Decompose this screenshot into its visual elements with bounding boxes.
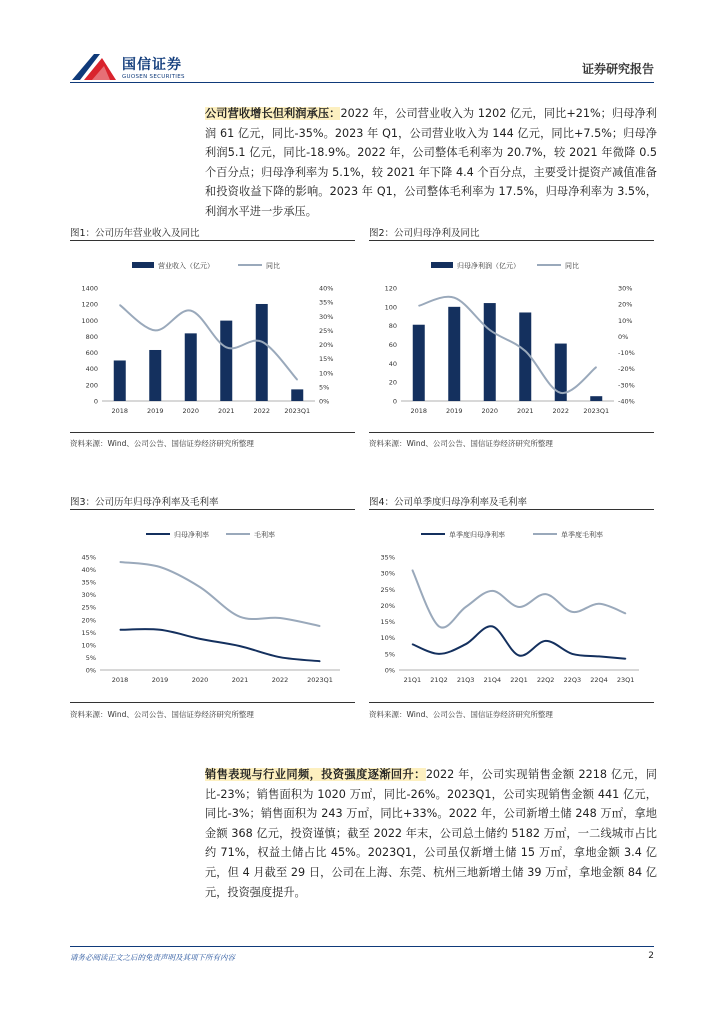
y-axis-tick-label: 40%	[81, 566, 96, 575]
x-axis-tick-label: 2020	[191, 676, 209, 684]
line-point	[625, 613, 626, 614]
left-axis-tick-label: 120	[384, 284, 397, 293]
y-axis-tick-label: 0%	[85, 666, 96, 675]
right-axis-tick-label: 10%	[618, 316, 633, 325]
series-line	[412, 626, 625, 658]
line-point	[572, 653, 573, 654]
line-point	[492, 590, 493, 591]
y-axis-tick-label: 30%	[81, 591, 96, 600]
legend-bar-label: 归母净利润（亿元）	[457, 262, 520, 270]
line-point	[518, 655, 519, 656]
header-rule	[70, 82, 654, 83]
line-point	[155, 330, 156, 331]
y-axis-tick-label: 5%	[85, 653, 96, 662]
left-axis-tick-label: 600	[85, 349, 98, 358]
line-point	[598, 603, 599, 604]
figure-4-bottom-rule	[369, 702, 654, 703]
left-axis-tick-label: 80	[388, 322, 397, 331]
x-axis-tick-label: 21Q4	[483, 676, 502, 684]
figure-1-bottom-rule	[70, 432, 355, 433]
x-axis-tick-label: 22Q2	[536, 676, 555, 684]
legend-label: 单季度归母净利率	[449, 531, 505, 539]
x-axis-tick-label: 2019	[445, 407, 463, 415]
paragraph-body: 2022 年，公司营业收入为 1202 亿元，同比+21%；归母净利润 61 亿元，同比-35%。2023 年 Q1，公司营业收入为 144 亿元，同比+7.5%；归母净利润5.1 亿元，同比-18.9%。2022 年，公司整体毛利率为 20.7%，较 2021 年微降 0.5 个百分点；归母净利率为 5.1%，较 2021 年下降 4.4 个百分点，主要受计提资产减值准备和投资收益下降的影响。2023 年 Q1，公司整体毛利率为 17.5%，归母净利率为 3.5%，利润水平进一步承压。	[205, 107, 657, 218]
legend-bar-label: 营业收入（亿元）	[158, 262, 214, 270]
y-axis-tick-label: 10%	[380, 634, 395, 643]
y-axis-tick-label: 10%	[81, 641, 96, 650]
right-axis-tick-label: 0%	[618, 332, 629, 341]
series-line	[120, 562, 320, 626]
bar	[149, 350, 161, 401]
figure-2-title: 图2：公司归母净利及同比	[369, 228, 480, 239]
line-point	[438, 653, 439, 654]
legend-label: 毛利率	[254, 531, 275, 539]
x-axis-tick-label: 2021	[217, 407, 235, 415]
x-axis-tick-label: 2020	[481, 407, 499, 415]
line-point	[226, 347, 227, 348]
right-axis-tick-label: -20%	[618, 365, 635, 374]
y-axis-tick-label: 35%	[81, 578, 96, 587]
x-axis-tick-label: 21Q2	[430, 676, 448, 684]
right-axis-tick-label: -10%	[618, 349, 635, 358]
bar	[114, 360, 126, 401]
guosen-logo	[70, 50, 230, 86]
series-line	[419, 297, 597, 393]
series-line	[120, 629, 320, 661]
line-point	[279, 617, 280, 618]
x-axis-tick-label: 2018	[410, 407, 428, 415]
legend-line-label: 同比	[266, 262, 280, 270]
line-point	[279, 657, 280, 658]
right-axis-tick-label: 25%	[319, 326, 334, 335]
line-point	[319, 625, 320, 626]
figure-3-bottom-rule	[70, 702, 355, 703]
guosen-logo-icon	[70, 50, 118, 84]
x-axis-tick-label: 2022	[253, 407, 271, 415]
figure-4-title: 图4：公司单季度归母净利率及毛利率	[369, 497, 528, 508]
left-axis-tick-label: 0	[392, 397, 397, 406]
line-point	[545, 594, 546, 595]
line-point	[572, 611, 573, 612]
bar	[484, 303, 496, 401]
bar	[256, 304, 268, 401]
x-axis-tick-label: 22Q1	[510, 676, 528, 684]
line-point	[545, 640, 546, 641]
footer-rule	[70, 946, 654, 947]
line-point	[159, 629, 160, 630]
paragraph-sales	[205, 765, 657, 902]
right-axis-tick-label: -30%	[618, 381, 635, 390]
right-axis-tick-label: 35%	[319, 298, 334, 307]
line-point	[465, 606, 466, 607]
right-axis-tick-label: 20%	[618, 300, 633, 309]
chart-revenue	[70, 244, 355, 424]
right-axis-tick-label: 30%	[618, 284, 633, 293]
x-axis-tick-label: 2021	[231, 676, 249, 684]
line-point	[525, 350, 526, 351]
paragraph-revenue	[205, 104, 657, 222]
left-axis-tick-label: 200	[85, 381, 98, 390]
right-axis-tick-label: 10%	[319, 369, 334, 378]
left-axis-tick-label: 0	[93, 397, 98, 406]
right-axis-tick-label: -40%	[618, 397, 635, 406]
brand-name-en: GUOSEN SECURITIES	[122, 74, 185, 80]
line-point	[596, 367, 597, 368]
right-axis-tick-label: 0%	[319, 397, 330, 406]
chart-annual-margins	[70, 513, 355, 693]
y-axis-tick-label: 5%	[384, 650, 395, 659]
x-axis-tick-label: 2018	[111, 407, 129, 415]
left-axis-tick-label: 60	[388, 341, 397, 349]
figure-3-top-rule	[70, 509, 355, 510]
y-axis-tick-label: 20%	[81, 616, 96, 625]
line-point	[412, 644, 413, 645]
x-axis-tick-label: 22Q3	[563, 676, 582, 684]
paragraph-lead: 公司营收增长但利润承压：	[205, 107, 341, 120]
x-axis-tick-label: 2023Q1	[284, 407, 311, 415]
legend-line-label: 同比	[565, 262, 579, 270]
left-axis-tick-label: 1000	[81, 316, 98, 325]
bar	[448, 307, 460, 401]
footer-disclaimer: 请务必阅读正文之后的免责声明及其项下所有内容	[70, 953, 235, 962]
figure-4-top-rule	[369, 509, 654, 510]
legend-label: 归母净利率	[174, 531, 209, 539]
left-axis-tick-label: 1400	[81, 284, 98, 293]
line-point	[518, 606, 519, 607]
left-axis-tick-label: 20	[388, 378, 397, 387]
series-line	[120, 305, 297, 380]
y-axis-tick-label: 20%	[380, 601, 395, 610]
bar	[220, 321, 232, 401]
line-point	[297, 379, 298, 380]
figure-2-bottom-rule	[369, 432, 654, 433]
chart-net-profit	[369, 244, 654, 424]
x-axis-tick-label: 2023Q1	[583, 407, 610, 415]
line-point	[412, 569, 413, 570]
figure-4-source: 资料来源：Wind、公司公告、国信证券经济研究所整理	[369, 710, 553, 719]
figure-3-source: 资料来源：Wind、公司公告、国信证券经济研究所整理	[70, 710, 254, 719]
line-point	[418, 305, 419, 306]
legend-label: 单季度毛利率	[561, 531, 603, 539]
left-axis-tick-label: 1200	[81, 300, 98, 309]
y-axis-tick-label: 15%	[380, 618, 395, 627]
line-point	[438, 626, 439, 627]
x-axis-tick-label: 2018	[111, 676, 129, 684]
line-point	[465, 644, 466, 645]
figure-2-source: 资料来源：Wind、公司公告、国信证券经济研究所整理	[369, 439, 553, 448]
x-axis-tick-label: 2020	[182, 407, 200, 415]
x-axis-tick-label: 21Q3	[456, 676, 475, 684]
line-point	[261, 341, 262, 342]
bar	[590, 396, 602, 401]
line-point	[159, 566, 160, 567]
left-axis-tick-label: 400	[85, 365, 98, 374]
figure-2-top-rule	[369, 240, 654, 241]
line-point	[119, 304, 120, 305]
figure-1-title: 图1：公司历年营业收入及同比	[70, 228, 200, 239]
x-axis-tick-label: 22Q4	[590, 676, 608, 684]
line-point	[492, 626, 493, 627]
figure-1-source: 资料来源：Wind、公司公告、国信证券经济研究所整理	[70, 439, 254, 448]
line-point	[319, 661, 320, 662]
line-point	[454, 297, 455, 298]
line-point	[119, 561, 120, 562]
line-point	[598, 656, 599, 657]
bar	[413, 325, 425, 401]
right-axis-tick-label: 5%	[319, 383, 330, 392]
bar	[291, 389, 303, 401]
y-axis-tick-label: 0%	[384, 666, 395, 675]
y-axis-tick-label: 15%	[81, 628, 96, 637]
line-point	[239, 616, 240, 617]
y-axis-tick-label: 30%	[380, 569, 395, 578]
figure-3-title: 图3：公司历年归母净利率及毛利率	[70, 497, 219, 508]
line-point	[199, 638, 200, 639]
left-axis-tick-label: 800	[85, 332, 98, 341]
figure-1-top-rule	[70, 240, 355, 241]
left-axis-tick-label: 40	[388, 359, 397, 368]
bar	[185, 333, 197, 401]
x-axis-tick-label: 2023Q1	[307, 676, 333, 684]
legend-bar-swatch	[431, 262, 453, 268]
page-header	[70, 50, 654, 80]
line-point	[560, 392, 561, 393]
x-axis-tick-label: 21Q1	[403, 676, 422, 684]
x-axis-tick-label: 2022	[552, 407, 570, 415]
right-axis-tick-label: 20%	[319, 341, 334, 349]
x-axis-tick-label: 2019	[151, 676, 169, 684]
line-point	[190, 310, 191, 311]
y-axis-tick-label: 35%	[380, 553, 395, 562]
legend-bar-swatch	[132, 262, 154, 268]
line-point	[489, 329, 490, 330]
paragraph-lead: 销售表现与行业同频，投资强度逐渐回升：	[205, 768, 426, 781]
line-point	[625, 658, 626, 659]
x-axis-tick-label: 2019	[146, 407, 164, 415]
x-axis-tick-label: 23Q1	[616, 676, 635, 684]
paragraph-body: 2022 年，公司实现销售金额 2218 亿元，同比-23%；销售面积为 1020 万㎡，同比-26%。2023Q1，公司实现销售金额 441 亿元，同比-3%；销售面积为 243 万㎡，同比+33%。2022 年，公司新增土储 248 万㎡，拿地金额 368 亿元，投资谨慎；截至 2022 年末，公司总土储约 5182 万㎡，一二线城市占比约 71%，权益土储占比 45%。2023Q1，公司虽仅新增土储 15 万㎡，拿地金额 3.4 亿元，但 4 月截至 29 日，公司在上海、东莞、杭州三地新增土储 39 万㎡，拿地金额 84 亿元，投资强度提升。	[205, 768, 657, 899]
series-line	[412, 570, 625, 628]
right-axis-tick-label: 40%	[319, 284, 334, 293]
y-axis-tick-label: 45%	[81, 553, 96, 562]
line-point	[119, 629, 120, 630]
x-axis-tick-label: 2022	[271, 676, 289, 684]
line-point	[239, 646, 240, 647]
chart-quarterly-margins	[369, 513, 654, 693]
right-axis-tick-label: 15%	[319, 355, 334, 364]
y-axis-tick-label: 25%	[380, 585, 395, 594]
brand-name-cn: 国信证券	[122, 57, 182, 73]
left-axis-tick-label: 100	[384, 303, 397, 312]
page-number: 2	[648, 951, 654, 961]
x-axis-tick-label: 2021	[516, 407, 534, 415]
line-point	[199, 587, 200, 588]
right-axis-tick-label: 30%	[319, 312, 334, 321]
report-type-label: 证券研究报告	[581, 62, 654, 76]
y-axis-tick-label: 25%	[81, 603, 96, 612]
